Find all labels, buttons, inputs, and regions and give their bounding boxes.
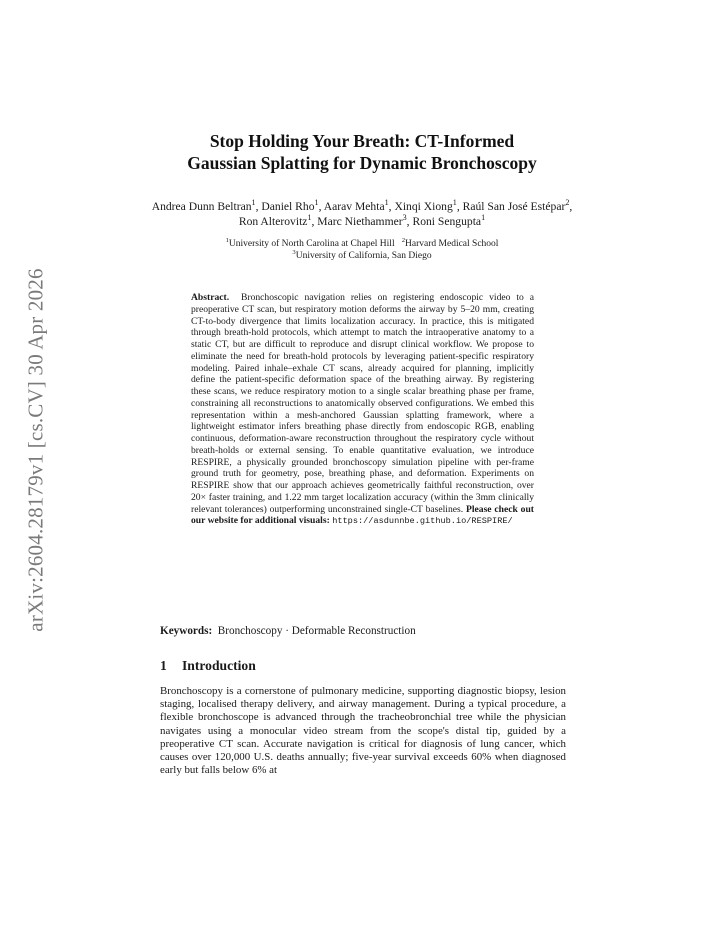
section-number: 1 — [160, 658, 167, 673]
section-title: Introduction — [182, 658, 256, 673]
author: Daniel Rho$^1$ — [261, 198, 319, 213]
abstract-text: Bronchoscopic navigation relies on registering endoscopic video to a preoperative CT scan, but respiratory motion deforms the airway by 5–20 mm, creating CT-to-body divergence that limits localization accuracy. In practice, this is mitigated through breath-hold protocols, which attempt to match the intraoperative anatomy to a static CT, but are difficult to reproduce and disrupt clinical workflow. We propose to eliminate the need for breath-hold protocols by leveraging patient-specific respiratory modeling. Paired inhale–exhale CT scans, already acquired for planning, implicitly define the patient-specific deformation space of the breathing airway. By registering these scans, we reduce respiratory motion to a single scalar breathing phase per frame, constraining all reconstructions to anatomically observed configurations. We embed this representation within a mesh-anchored Gaussian splatting framework, where a lightweight estimator infers breathing phase directly from endoscopic RGB, enabling continuous, deformation-aware reconstruction throughout the respiratory cycle without breath-holds or external sensing. To enable quantitative evaluation, we introduce RESPIRE, a physically grounded bronchoscopy simulation pipeline with per-frame ground truth for geometry, pose, breathing phase, and deformation. Experiments on RESPIRE show that our approach achieves geometrically faithful reconstruction, over 20× faster training, and 1.22 mm target localization accuracy (within the 3mm clinically relevant tolerances) outperforming unconstrained single-CT baselines. — [191, 292, 535, 515]
author: Andrea Dunn Beltran$^1$ — [151, 198, 256, 213]
author: Marc Niethammer$^3$ — [317, 213, 407, 228]
abstract-label: Abstract. — [191, 292, 230, 303]
abstract-website-note: Please check out our website for additional visuals: — [191, 503, 534, 527]
affiliation: Harvard Medical School — [405, 239, 499, 249]
author: Ron Alterovitz$^1$ — [238, 213, 312, 228]
introduction-paragraph: Bronchoscopy is a cornerstone of pulmonary medicine, supporting diagnostic biopsy, lesion staging, localised therapy delivery, and airway management. During a typical procedure, a flexible bronchoscope is advanced through the tracheobronchial tree while the physician navigates using a monocular video stream from the scope's distal tip, guided by a preoperative CT scan. Accurate navigation is critical for diagnosis of lung cancer, which causes over 120,000 U.S. deaths annually; five-year survival exceeds 60% when diagnosed early but falls below 6% at — [160, 685, 566, 777]
author: Xinqi Xiong$^1$ — [394, 198, 457, 213]
author-list: Andrea Dunn Beltran$^1$, Daniel Rho$^1$, Aarav Mehta$^1$, Xinqi Xiong$^1$, Raúl San José Estépar$^2$, Ron Alterovitz$^1$, Marc Niethammer$^3$, Roni Sengupta$^1$ — [151, 198, 573, 228]
arxiv-identifier — [16, 220, 56, 680]
keywords — [160, 625, 570, 637]
website-link[interactable]: https://asdunnbe.github.io/RESPIRE/ — [332, 516, 513, 527]
title-line-2: Gaussian Splatting for Dynamic Bronchoscopy — [187, 153, 537, 173]
author: Roni Sengupta$^1$ — [412, 213, 486, 228]
arxiv-id-text: arXiv:2604.28179v1 [cs.CV] 30 Apr 2026 — [23, 268, 48, 632]
title-line-1: Stop Holding Your Breath: CT-Informed — [209, 131, 515, 151]
affiliation-row-1: $^1$University of North Carolina at Chapel Hill $^2$Harvard Medical School — [225, 236, 499, 249]
abstract — [191, 292, 534, 528]
paper-title — [150, 130, 574, 174]
affiliation: University of North Carolina at Chapel Hill — [228, 239, 395, 249]
affiliation-row-2: $^3$University of California, San Diego — [292, 248, 432, 261]
section-heading — [160, 658, 256, 674]
author: Raúl San José Estépar$^2$ — [462, 198, 570, 213]
affiliations — [150, 238, 574, 262]
affiliation: University of California, San Diego — [295, 251, 432, 261]
keywords-label: Keywords: — [160, 625, 213, 637]
author: Aarav Mehta$^1$ — [323, 198, 389, 213]
keywords-text: Bronchoscopy · Deformable Reconstruction — [217, 625, 416, 637]
